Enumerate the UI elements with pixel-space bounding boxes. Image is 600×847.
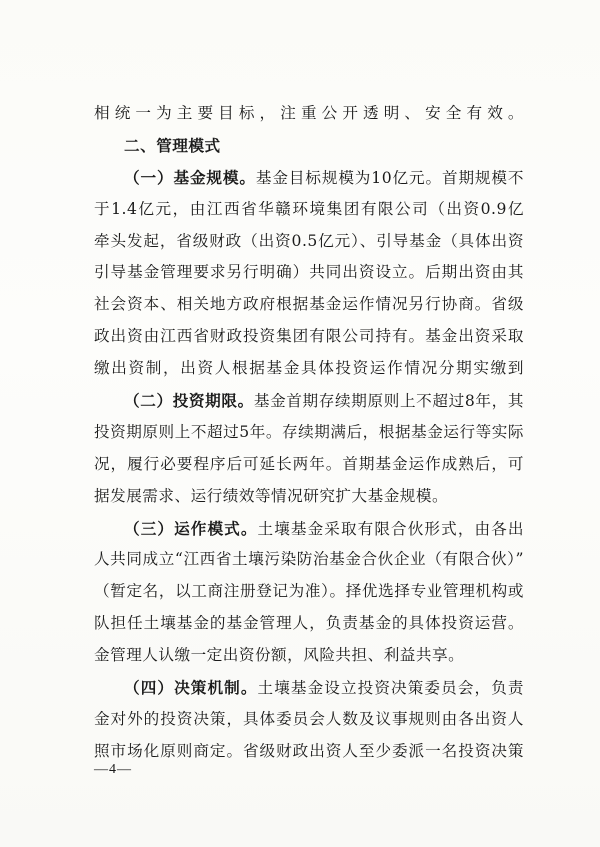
paragraph-line: 照市场化原则商定。省级财政出资人至少委派一名投资决策	[94, 741, 524, 760]
paragraph-line: 缴出资制，出资人根据基金具体投资运作情况分期实缴到	[94, 359, 524, 378]
paragraph-line: 社会资本、相关地方政府根据基金运作情况另行协商。省级	[94, 295, 524, 314]
subsection-heading: （二）投资期限。	[124, 391, 254, 411]
paragraph-line: 队担任土壤基金的基金管理人，负责基金的具体投资运营。	[94, 614, 524, 633]
paragraph-line: 相统一为主要目标，注重公开透明、安全有效。	[94, 104, 524, 122]
paragraph-line: （三）运作模式。土壤基金采取有限合伙形式，由各出	[124, 518, 524, 538]
page-number: —4—	[94, 762, 132, 777]
subsection-heading: （一）基金规模。	[124, 167, 256, 187]
document-body	[94, 98, 524, 768]
paragraph-line: 据发展需求、运行绩效等情况研究扩大基金规模。	[94, 486, 449, 505]
paragraph-line: 于1.4亿元，由江西省华赣环境集团有限公司（出资0.9亿	[94, 199, 524, 218]
subsection-heading: （三）运作模式。	[124, 518, 258, 538]
paragraph-line: 金对外的投资决策，具体委员会人数及议事规则由各出资人	[94, 709, 524, 728]
paragraph-line: 牵头发起，省级财政（出资0.5亿元）、引导基金（具体出资	[94, 231, 524, 250]
paragraph-line: 人共同成立“江西省土壤污染防治基金合伙企业（有限合伙）”	[94, 550, 524, 569]
paragraph-line: （四）决策机制。土壤基金设立投资决策委员会，负责	[124, 678, 524, 698]
paragraph-line: 况，履行必要程序后可延长两年。首期基金运作成熟后，可	[94, 454, 524, 473]
subsection-heading: （四）决策机制。	[124, 678, 258, 698]
paragraph-line: （一）基金规模。基金目标规模为10亿元。首期规模不	[124, 167, 524, 187]
paragraph-line: 政出资由江西省财政投资集团有限公司持有。基金出资采取	[94, 327, 524, 346]
paragraph-line: （二）投资期限。基金首期存续期原则上不超过8年，其	[124, 391, 524, 411]
paragraph-line: 引导基金管理要求另行明确）共同出资设立。后期出资由其	[94, 263, 524, 282]
section-heading: 二、管理模式	[124, 135, 221, 155]
paragraph-line: 金管理人认缴一定出资份额，风险共担、利益共享。	[94, 646, 465, 665]
paragraph-line: 投资期原则上不超过5年。存续期满后，根据基金运行等实际	[94, 422, 524, 441]
paragraph-line: （暂定名，以工商注册登记为准）。择优选择专业管理机构或	[94, 582, 524, 601]
